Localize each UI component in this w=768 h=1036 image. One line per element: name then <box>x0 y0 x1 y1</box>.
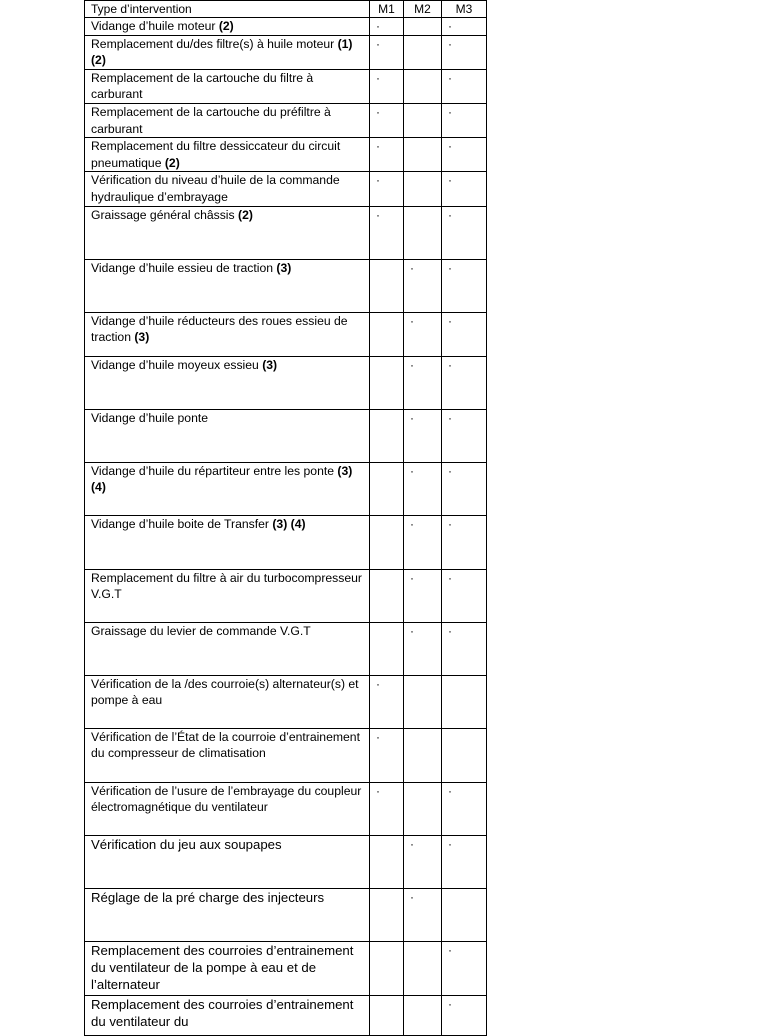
intervention-text: Vidange d’huile moteur <box>91 19 216 33</box>
m1-mark <box>370 356 404 409</box>
table-row <box>85 462 487 515</box>
intervention-text: Remplacement des courroies d’entrainement du ventilateur de la pompe à eau et de l’alternateur <box>91 942 354 993</box>
m1-mark: · <box>370 69 404 103</box>
m2-mark <box>404 941 442 995</box>
m1-mark: · <box>370 675 404 728</box>
intervention-cell <box>85 995 370 1035</box>
m2-mark <box>404 206 442 259</box>
intervention-cell <box>85 728 370 782</box>
table-row <box>85 888 487 941</box>
table-row <box>85 259 487 312</box>
intervention-text: Remplacement des courroies d’entrainement du ventilateur du <box>91 996 354 1029</box>
intervention-text: Vidange d’huile ponte <box>91 410 209 425</box>
m2-mark <box>404 138 442 172</box>
m2-mark <box>404 728 442 782</box>
header-m2: M2 <box>404 1 442 18</box>
m3-mark: · <box>442 103 487 137</box>
note-reference: (3) (4) <box>91 463 353 495</box>
intervention-cell <box>85 835 370 888</box>
table-row <box>85 515 487 569</box>
intervention-text: Remplacement du filtre dessiccateur du circuit pneumatique <box>91 139 341 170</box>
table-row <box>85 312 487 356</box>
intervention-text: Réglage de la pré charge des injecteurs <box>91 889 325 905</box>
m1-mark <box>370 888 404 941</box>
m1-mark <box>370 835 404 888</box>
m3-mark: · <box>442 941 487 995</box>
m1-mark: · <box>370 138 404 172</box>
intervention-cell <box>85 675 370 728</box>
m3-mark: · <box>442 515 487 569</box>
intervention-cell <box>85 462 370 515</box>
m3-mark: · <box>442 172 487 206</box>
intervention-text: Vidange d’huile moyeux essieu <box>91 357 259 372</box>
table-row <box>85 18 487 36</box>
intervention-text: Graissage du levier de commande V.G.T <box>91 623 311 638</box>
note-reference: (3) <box>258 357 278 372</box>
intervention-cell <box>85 312 370 356</box>
m3-mark: · <box>442 206 487 259</box>
note-reference: (2) <box>161 155 180 170</box>
intervention-text: Remplacement du filtre à air du turbocompresseur V.G.T <box>91 570 362 602</box>
m2-mark: · <box>404 312 442 356</box>
table-row <box>85 675 487 728</box>
intervention-cell <box>85 356 370 409</box>
m3-mark: · <box>442 356 487 409</box>
note-reference: (3) <box>273 260 292 275</box>
m1-mark: · <box>370 103 404 137</box>
m1-mark <box>370 941 404 995</box>
m1-mark <box>370 259 404 312</box>
m2-mark <box>404 35 442 69</box>
table-row <box>85 172 487 206</box>
m3-mark: · <box>442 569 487 622</box>
note-reference: (3) <box>130 330 150 345</box>
m3-mark <box>442 728 487 782</box>
m3-mark: · <box>442 995 487 1035</box>
m3-mark: · <box>442 409 487 462</box>
table-row <box>85 35 487 69</box>
intervention-text: Remplacement de la cartouche du préfiltre à carburant <box>91 104 331 136</box>
m1-mark: · <box>370 35 404 69</box>
note-reference: (1) (2) <box>91 36 353 68</box>
intervention-cell <box>85 941 370 995</box>
m1-mark <box>370 312 404 356</box>
m1-mark: · <box>370 172 404 206</box>
m1-mark <box>370 569 404 622</box>
m2-mark <box>404 995 442 1035</box>
table-row <box>85 835 487 888</box>
m2-mark: · <box>404 515 442 569</box>
m3-mark <box>442 888 487 941</box>
table-row <box>85 622 487 675</box>
header-m1: M1 <box>370 1 404 18</box>
m3-mark: · <box>442 69 487 103</box>
intervention-cell <box>85 35 370 69</box>
m2-mark: · <box>404 835 442 888</box>
m2-mark <box>404 675 442 728</box>
table-row <box>85 995 487 1035</box>
m1-mark: · <box>370 18 404 36</box>
table-row <box>85 569 487 622</box>
m3-mark <box>442 675 487 728</box>
m1-mark: · <box>370 782 404 835</box>
m3-mark: · <box>442 312 487 356</box>
intervention-text: Remplacement du/des filtre(s) à huile moteur <box>91 36 338 51</box>
intervention-cell <box>85 103 370 137</box>
m2-mark <box>404 103 442 137</box>
m3-mark: · <box>442 35 487 69</box>
intervention-text: Vidange d’huile essieu de traction <box>91 260 274 275</box>
intervention-text: Vérification de la /des courroie(s) alternateur(s) et pompe à eau <box>91 676 359 708</box>
intervention-cell <box>85 69 370 103</box>
header-m3: M3 <box>442 1 487 18</box>
intervention-cell <box>85 622 370 675</box>
m3-mark: · <box>442 782 487 835</box>
intervention-cell <box>85 782 370 835</box>
intervention-text: Graissage général châssis <box>91 207 235 222</box>
intervention-text: Vérification de l’usure de l’embrayage du coupleur électromagnétique du ventilateur <box>91 783 362 815</box>
table-row <box>85 782 487 835</box>
intervention-text: Vidange d’huile du répartiteur entre les ponte <box>91 463 338 478</box>
intervention-cell <box>85 888 370 941</box>
note-reference: (2) <box>215 19 234 33</box>
intervention-text: Vidange d’huile boite de Transfer <box>91 516 269 531</box>
intervention-cell <box>85 206 370 259</box>
intervention-text: Remplacement de la cartouche du filtre à carburant <box>91 70 314 102</box>
intervention-cell <box>85 259 370 312</box>
intervention-text: Vidange d’huile réducteurs des roues essieu de traction <box>91 313 348 345</box>
m1-mark <box>370 462 404 515</box>
intervention-text: Vérification de l’État de la courroie d’entrainement du compresseur de climatisation <box>91 729 360 761</box>
m1-mark <box>370 622 404 675</box>
table-row <box>85 409 487 462</box>
intervention-cell <box>85 138 370 172</box>
m2-mark <box>404 782 442 835</box>
intervention-cell <box>85 515 370 569</box>
m2-mark: · <box>404 462 442 515</box>
m2-mark <box>404 69 442 103</box>
m3-mark: · <box>442 259 487 312</box>
note-reference: (2) <box>234 207 253 222</box>
m2-mark <box>404 18 442 36</box>
intervention-cell <box>85 172 370 206</box>
m1-mark <box>370 409 404 462</box>
m3-mark: · <box>442 622 487 675</box>
intervention-cell <box>85 18 370 36</box>
m2-mark: · <box>404 409 442 462</box>
m1-mark: · <box>370 206 404 259</box>
table-row <box>85 728 487 782</box>
intervention-cell <box>85 569 370 622</box>
header-row <box>85 1 487 18</box>
intervention-text: Vérification du jeu aux soupapes <box>91 836 282 852</box>
m2-mark: · <box>404 356 442 409</box>
table-row <box>85 941 487 995</box>
m2-mark: · <box>404 569 442 622</box>
note-reference: (3) (4) <box>268 516 306 531</box>
maintenance-table <box>84 0 487 1036</box>
table-row <box>85 206 487 259</box>
m3-mark: · <box>442 18 487 36</box>
m3-mark: · <box>442 462 487 515</box>
m1-mark <box>370 995 404 1035</box>
table-row <box>85 138 487 172</box>
m2-mark: · <box>404 622 442 675</box>
m3-mark: · <box>442 835 487 888</box>
table-row <box>85 356 487 409</box>
m2-mark: · <box>404 888 442 941</box>
table-row <box>85 69 487 103</box>
m2-mark <box>404 172 442 206</box>
intervention-text: Vérification du niveau d’huile de la commande hydraulique d’embrayage <box>91 173 340 204</box>
intervention-cell <box>85 409 370 462</box>
m1-mark: · <box>370 728 404 782</box>
table-row <box>85 103 487 137</box>
m1-mark <box>370 515 404 569</box>
m2-mark: · <box>404 259 442 312</box>
header-type: Type d’intervention <box>85 1 370 18</box>
m3-mark: · <box>442 138 487 172</box>
